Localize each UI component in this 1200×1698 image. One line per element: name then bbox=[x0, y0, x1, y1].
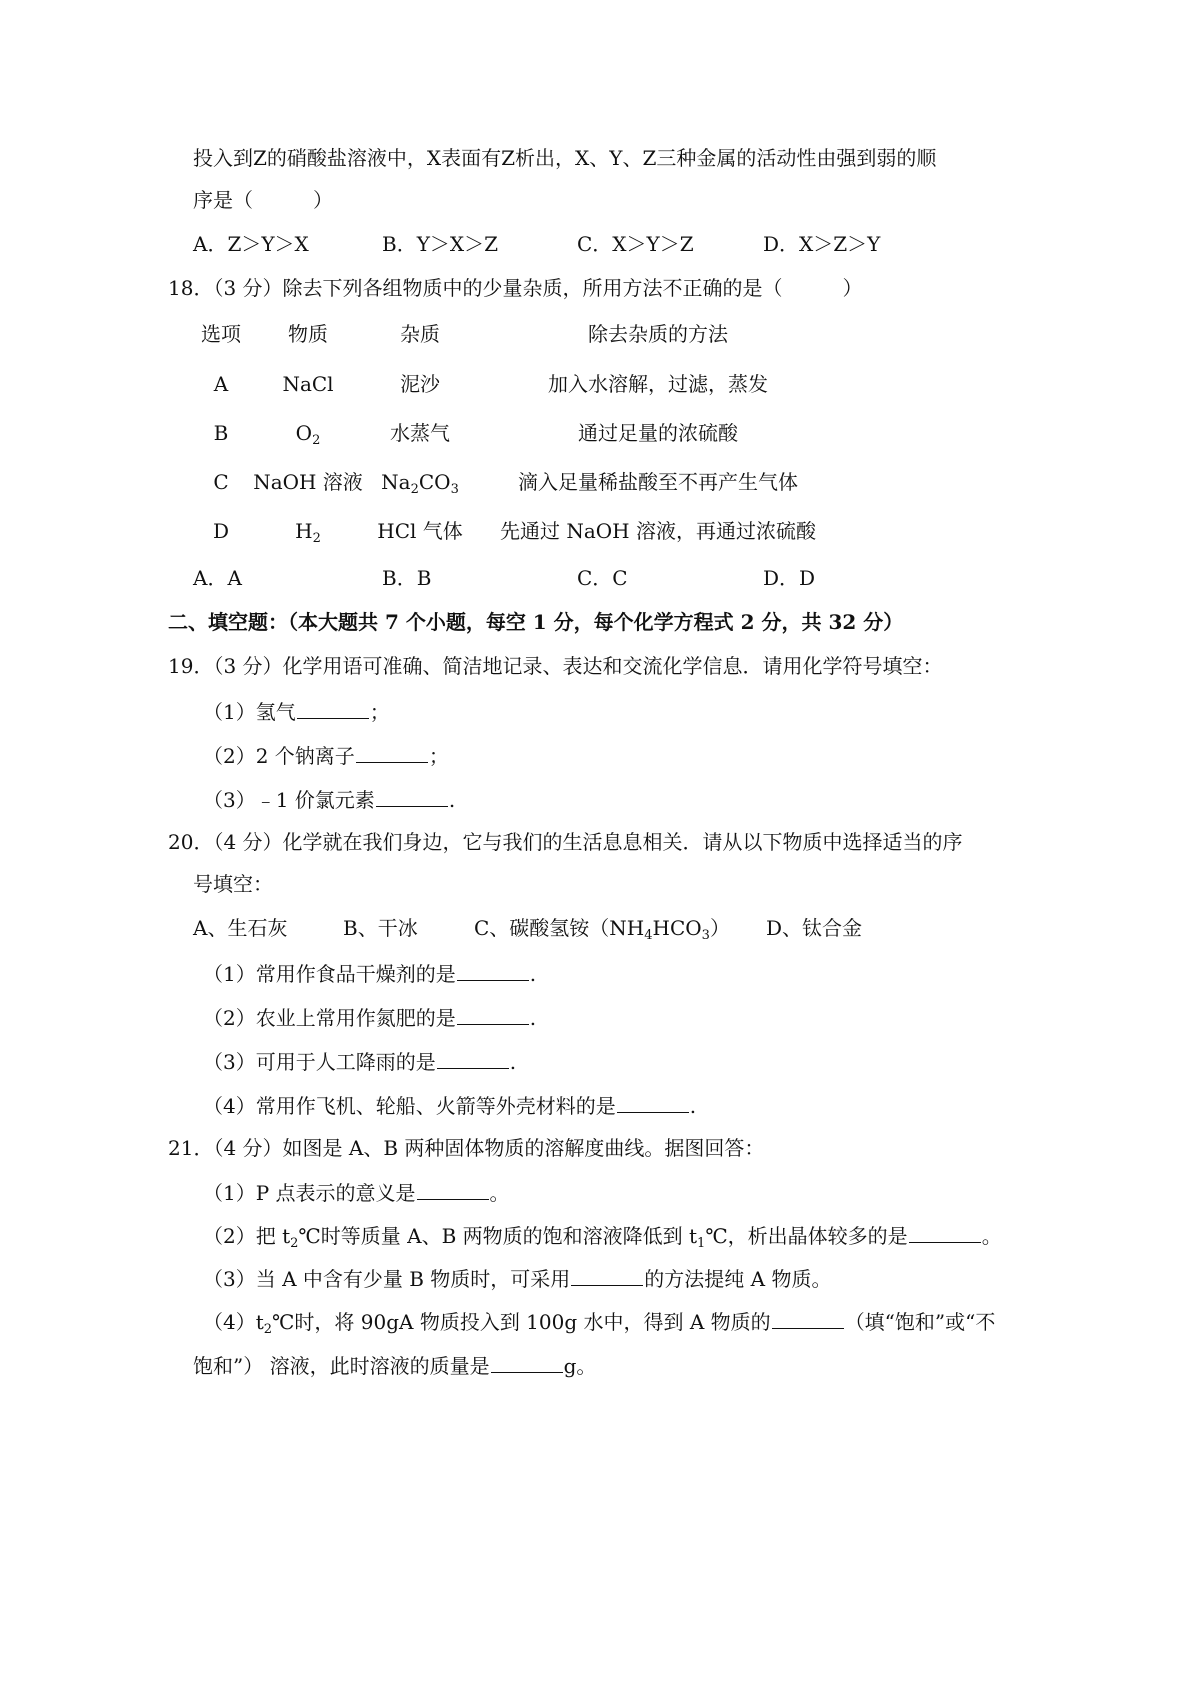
q19-item-2 bbox=[203, 744, 449, 766]
q20-item-4-text: （4）常用作飞机、轮船、火箭等外壳材料的是 bbox=[203, 1094, 616, 1118]
answer-blank[interactable] bbox=[457, 962, 529, 981]
q17-paren-close: ） bbox=[313, 188, 333, 212]
table-cell: NaCl bbox=[282, 372, 334, 396]
formula-main: O bbox=[295, 421, 313, 445]
q20-choice-c-text: C、碳酸氢铵（NH bbox=[474, 916, 645, 940]
q21-item-1-text: （1）P 点表示的意义是 bbox=[203, 1181, 416, 1205]
formula-subscript: 3 bbox=[701, 928, 710, 943]
answer-blank[interactable] bbox=[571, 1267, 643, 1286]
formula-subscript: 2 bbox=[290, 1236, 299, 1251]
formula-subscript: 2 bbox=[312, 531, 321, 546]
q19-item-3-text: （3）﹣1 价氯元素 bbox=[203, 788, 375, 812]
q20-choice-c bbox=[474, 916, 730, 943]
formula-subscript: 3 bbox=[450, 482, 459, 497]
q20-item-3-text: （3）可用于人工降雨的是 bbox=[203, 1050, 436, 1074]
answer-blank[interactable] bbox=[297, 700, 369, 719]
q18-stem bbox=[168, 278, 863, 298]
q21-item-4-line2 bbox=[193, 1354, 596, 1376]
formula-main: Na bbox=[381, 470, 411, 494]
q20-choice-d: D、钛合金 bbox=[766, 916, 863, 940]
table-cell: D bbox=[212, 519, 230, 543]
table-cell: A bbox=[213, 372, 229, 396]
q21-item-2 bbox=[203, 1224, 1002, 1251]
q21-item-4-line2-unit: g。 bbox=[563, 1354, 597, 1378]
q20-stem-line2: 号填空： bbox=[193, 872, 273, 896]
q20-item-4-punct: . bbox=[689, 1094, 697, 1118]
q20-item-2 bbox=[203, 1006, 536, 1028]
q17-stem-line2 bbox=[193, 190, 333, 210]
formula-main: HCO bbox=[652, 916, 702, 940]
q21-item-2-text: （2）把 t bbox=[203, 1224, 291, 1248]
q19-stem: 19．（3 分）化学用语可准确、简洁地记录、表达和交流化学信息．请用化学符号填空： bbox=[168, 654, 943, 678]
q17-stem-line1: 投入到Z的硝酸盐溶液中，X表面有Z析出，X、Y、Z三种金属的活动性由强到弱的顺 bbox=[193, 146, 937, 170]
q18-option-c: C．C bbox=[577, 566, 628, 590]
q20-item-1-punct: . bbox=[529, 962, 537, 986]
formula-subscript: 1 bbox=[697, 1236, 706, 1251]
table-cell: HCl 气体 bbox=[377, 519, 463, 543]
q21-item-4-text: ℃时，将 90gA 物质投入到 100g 水中，得到 A 物质的 bbox=[272, 1310, 771, 1334]
answer-blank[interactable] bbox=[437, 1050, 509, 1069]
q19-item-3 bbox=[203, 788, 455, 810]
table-cell: 加入水溶解，过滤，蒸发 bbox=[548, 372, 768, 396]
q20-choice-b: B、干冰 bbox=[343, 916, 418, 940]
answer-blank[interactable] bbox=[617, 1094, 689, 1113]
q18-paren-close: ） bbox=[842, 276, 863, 300]
q20-item-3 bbox=[203, 1050, 516, 1072]
q21-item-4-text: （4）t bbox=[203, 1310, 264, 1334]
formula-subscript: 2 bbox=[410, 482, 419, 497]
q21-item-3-text: （3）当 A 中含有少量 B 物质时，可采用 bbox=[203, 1267, 571, 1291]
table-header: 选项 bbox=[201, 322, 241, 346]
q20-choice-c-close: ） bbox=[709, 916, 730, 940]
formula-subscript: 4 bbox=[644, 928, 653, 943]
answer-blank[interactable] bbox=[457, 1006, 529, 1025]
q19-item-1-text: （1）氢气 bbox=[203, 700, 296, 724]
q21-item-2-text: ℃时等质量 A、B 两物质的饱和溶液降低到 t bbox=[298, 1224, 698, 1248]
formula-subscript: 2 bbox=[312, 433, 321, 448]
q20-item-4 bbox=[203, 1094, 696, 1116]
q21-item-3 bbox=[203, 1267, 831, 1289]
q18-option-a: A．A bbox=[193, 566, 242, 590]
formula-main: H bbox=[295, 519, 313, 543]
q19-item-2-punct: ； bbox=[428, 744, 449, 768]
table-cell bbox=[295, 519, 321, 546]
answer-blank[interactable] bbox=[772, 1310, 844, 1329]
q17-stem-line2-text: 序是（ bbox=[193, 188, 253, 212]
q21-item-4-line2-text: 饱和”） 溶液，此时溶液的质量是 bbox=[193, 1354, 490, 1378]
q21-item-1 bbox=[203, 1181, 510, 1203]
q21-item-4-text: （填“饱和”或“不 bbox=[844, 1310, 996, 1334]
table-cell: B bbox=[213, 421, 229, 445]
table-cell: C bbox=[213, 470, 229, 494]
q20-choice-a: A、生石灰 bbox=[193, 916, 288, 940]
q18-option-d: D．D bbox=[763, 566, 816, 590]
q21-item-2-text: ℃，析出晶体较多的是 bbox=[705, 1224, 908, 1248]
table-cell: 先通过 NaOH 溶液，再通过浓硫酸 bbox=[500, 519, 816, 543]
q17-option-a: A．Z＞Y＞X bbox=[193, 232, 309, 256]
formula-subscript: 2 bbox=[263, 1322, 273, 1337]
answer-blank[interactable] bbox=[376, 788, 448, 807]
table-cell: NaOH 溶液 bbox=[253, 470, 363, 494]
q20-item-2-text: （2）农业上常用作氮肥的是 bbox=[203, 1006, 456, 1030]
answer-blank[interactable] bbox=[491, 1354, 563, 1373]
q18-option-b: B．B bbox=[382, 566, 432, 590]
q21-item-4 bbox=[203, 1310, 996, 1337]
q21-item-3-text: 的方法提纯 A 物质。 bbox=[644, 1267, 832, 1291]
table-cell: 滴入足量稀盐酸至不再产生气体 bbox=[518, 470, 798, 494]
q17-option-d: D．X＞Z＞Y bbox=[763, 232, 881, 256]
q19-item-3-punct: . bbox=[448, 788, 456, 812]
q20-stem-line1: 20．（4 分）化学就在我们身边，它与我们的生活息息相关．请从以下物质中选择适当的序 bbox=[168, 830, 963, 854]
table-cell bbox=[295, 421, 321, 448]
q21-stem: 21．（4 分）如图是 A、B 两种固体物质的溶解度曲线。据图回答： bbox=[168, 1136, 765, 1160]
table-cell bbox=[381, 470, 459, 497]
q20-item-3-punct: . bbox=[509, 1050, 517, 1074]
section-heading: 二、填空题：（本大题共 7 个小题，每空 1 分，每个化学方程式 2 分，共 32 分） bbox=[168, 610, 904, 634]
answer-blank[interactable] bbox=[909, 1224, 981, 1243]
q20-item-2-punct: . bbox=[529, 1006, 537, 1030]
q20-item-1-text: （1）常用作食品干燥剂的是 bbox=[203, 962, 456, 986]
q20-item-1 bbox=[203, 962, 536, 984]
table-cell: 泥沙 bbox=[400, 372, 440, 396]
q17-option-b: B．Y＞X＞Z bbox=[382, 232, 499, 256]
table-header: 物质 bbox=[288, 322, 328, 346]
q21-item-1-punct: 。 bbox=[489, 1181, 510, 1205]
answer-blank[interactable] bbox=[356, 744, 428, 763]
table-cell: 水蒸气 bbox=[390, 421, 450, 445]
formula-main: CO bbox=[418, 470, 451, 494]
table-header: 除去杂质的方法 bbox=[588, 322, 728, 346]
q19-item-1-punct: ； bbox=[369, 700, 390, 724]
q18-stem-text: 18．（3 分）除去下列各组物质中的少量杂质，所用方法不正确的是（ bbox=[168, 276, 783, 300]
q19-item-1 bbox=[203, 700, 390, 722]
table-header: 杂质 bbox=[400, 322, 440, 346]
q21-item-2-punct: 。 bbox=[981, 1224, 1002, 1248]
answer-blank[interactable] bbox=[417, 1181, 489, 1200]
table-cell: 通过足量的浓硫酸 bbox=[578, 421, 738, 445]
q19-item-2-text: （2）2 个钠离子 bbox=[203, 744, 355, 768]
q17-option-c: C．X＞Y＞Z bbox=[577, 232, 694, 256]
